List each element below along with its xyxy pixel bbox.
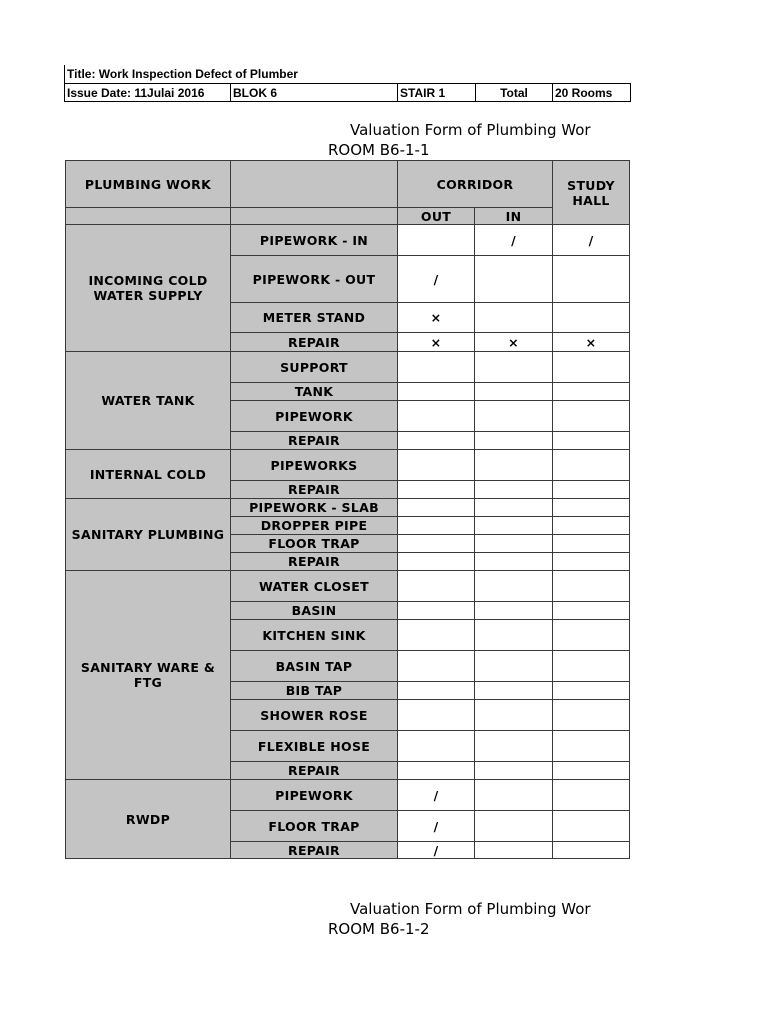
in-mark-cell[interactable] [475,499,553,517]
plumbing-work-header: PLUMBING WORK [66,161,231,208]
item-header [231,161,398,208]
in-mark-cell[interactable] [475,450,553,481]
out-mark-cell[interactable] [398,700,475,731]
out-mark-cell[interactable] [398,481,475,499]
in-mark-cell[interactable] [475,731,553,762]
study-mark-cell[interactable] [553,700,630,731]
item-label: BASIN TAP [231,651,398,682]
in-mark-cell[interactable] [475,401,553,432]
item-label: PIPEWORK - IN [231,225,398,256]
document-title: Title: Work Inspection Defect of Plumber [64,65,628,83]
plumbing-inspection-table [65,160,630,859]
study-mark-cell[interactable] [553,352,630,383]
in-mark-cell[interactable] [475,620,553,651]
out-mark-cell[interactable]: × [398,303,475,333]
item-label: PIPEWORK [231,401,398,432]
out-mark-cell[interactable] [398,731,475,762]
stair-cell: STAIR 1 [398,84,476,102]
study-mark-cell[interactable] [553,432,630,450]
study-mark-cell[interactable] [553,256,630,303]
study-mark-cell[interactable] [553,383,630,401]
table-row [66,780,630,811]
form-title-2: Valuation Form of Plumbing Wor [350,900,591,918]
study-mark-cell[interactable]: / [553,225,630,256]
subheader-blank [66,208,231,225]
out-mark-cell[interactable]: / [398,780,475,811]
study-hall-header: STUDY HALL [553,161,630,225]
study-mark-cell[interactable] [553,731,630,762]
item-label: SUPPORT [231,352,398,383]
out-mark-cell[interactable] [398,383,475,401]
group-label: SANITARY WARE & FTG [66,571,231,780]
item-label: REPAIR [231,333,398,352]
study-mark-cell[interactable] [553,571,630,602]
form-title: Valuation Form of Plumbing Wor [350,121,591,139]
study-mark-cell[interactable] [553,553,630,571]
study-mark-cell[interactable] [553,499,630,517]
out-mark-cell[interactable] [398,432,475,450]
study-mark-cell[interactable] [553,651,630,682]
total-value-cell: 20 Rooms [553,84,631,102]
study-mark-cell[interactable]: × [553,333,630,352]
in-mark-cell[interactable] [475,535,553,553]
study-mark-cell[interactable] [553,535,630,553]
in-mark-cell[interactable] [475,842,553,859]
out-mark-cell[interactable] [398,517,475,535]
group-label: RWDP [66,780,231,859]
out-mark-cell[interactable] [398,620,475,651]
in-mark-cell[interactable] [475,256,553,303]
group-label: INTERNAL COLD [66,450,231,499]
study-mark-cell[interactable] [553,682,630,700]
study-mark-cell[interactable] [553,303,630,333]
item-label: REPAIR [231,762,398,780]
study-mark-cell[interactable] [553,780,630,811]
out-mark-cell[interactable] [398,682,475,700]
item-label: SHOWER ROSE [231,700,398,731]
blok-cell: BLOK 6 [231,84,398,102]
item-label: BIB TAP [231,682,398,700]
in-mark-cell[interactable] [475,352,553,383]
out-mark-cell[interactable] [398,602,475,620]
item-label: FLOOR TRAP [231,811,398,842]
in-mark-cell[interactable]: / [475,225,553,256]
out-mark-cell[interactable] [398,651,475,682]
in-mark-cell[interactable] [475,481,553,499]
item-label: REPAIR [231,432,398,450]
in-mark-cell[interactable] [475,303,553,333]
item-label: PIPEWORK - OUT [231,256,398,303]
item-label: FLOOR TRAP [231,535,398,553]
out-mark-cell[interactable]: / [398,811,475,842]
out-header: OUT [398,208,475,225]
study-mark-cell[interactable] [553,811,630,842]
item-label: PIPEWORK - SLAB [231,499,398,517]
issue-date-cell: Issue Date: 11Julai 2016 [65,84,231,102]
in-mark-cell[interactable] [475,383,553,401]
group-label: WATER TANK [66,352,231,450]
table-row [66,352,630,383]
table-row [66,571,630,602]
item-label: PIPEWORK [231,780,398,811]
room-title-2: ROOM B6-1-2 [328,920,430,938]
item-label: METER STAND [231,303,398,333]
out-mark-cell[interactable] [398,352,475,383]
in-mark-cell[interactable] [475,700,553,731]
item-label: KITCHEN SINK [231,620,398,651]
out-mark-cell[interactable] [398,762,475,780]
out-mark-cell[interactable]: / [398,256,475,303]
in-mark-cell[interactable] [475,602,553,620]
table-row [66,499,630,517]
item-label: REPAIR [231,481,398,499]
item-label: TANK [231,383,398,401]
in-mark-cell[interactable] [475,571,553,602]
header-info-table [64,83,631,102]
item-label: BASIN [231,602,398,620]
out-mark-cell[interactable] [398,450,475,481]
in-mark-cell[interactable] [475,780,553,811]
in-header: IN [475,208,553,225]
in-mark-cell[interactable]: × [475,333,553,352]
item-label: WATER CLOSET [231,571,398,602]
study-mark-cell[interactable] [553,602,630,620]
room-title: ROOM B6-1-1 [328,141,430,159]
item-label: DROPPER PIPE [231,517,398,535]
study-mark-cell[interactable] [553,481,630,499]
group-label: SANITARY PLUMBING [66,499,231,571]
out-mark-cell[interactable] [398,571,475,602]
study-mark-cell[interactable] [553,620,630,651]
item-label: FLEXIBLE HOSE [231,731,398,762]
out-mark-cell[interactable]: / [398,842,475,859]
out-mark-cell[interactable] [398,553,475,571]
study-mark-cell[interactable] [553,401,630,432]
in-mark-cell[interactable] [475,553,553,571]
table-row [66,450,630,481]
group-label: INCOMING COLD WATER SUPPLY [66,225,231,352]
study-mark-cell[interactable] [553,762,630,780]
in-mark-cell[interactable] [475,682,553,700]
in-mark-cell[interactable] [475,432,553,450]
study-mark-cell[interactable] [553,517,630,535]
study-mark-cell[interactable] [553,842,630,859]
study-mark-cell[interactable] [553,450,630,481]
subheader-blank [231,208,398,225]
out-mark-cell[interactable] [398,499,475,517]
item-label: PIPEWORKS [231,450,398,481]
total-label-cell: Total [476,84,553,102]
out-mark-cell[interactable] [398,401,475,432]
out-mark-cell[interactable] [398,535,475,553]
corridor-header: CORRIDOR [398,161,553,208]
out-mark-cell[interactable]: × [398,333,475,352]
out-mark-cell[interactable] [398,225,475,256]
in-mark-cell[interactable] [475,651,553,682]
item-label: REPAIR [231,842,398,859]
table-row [66,225,630,256]
in-mark-cell[interactable] [475,762,553,780]
item-label: REPAIR [231,553,398,571]
in-mark-cell[interactable] [475,517,553,535]
in-mark-cell[interactable] [475,811,553,842]
